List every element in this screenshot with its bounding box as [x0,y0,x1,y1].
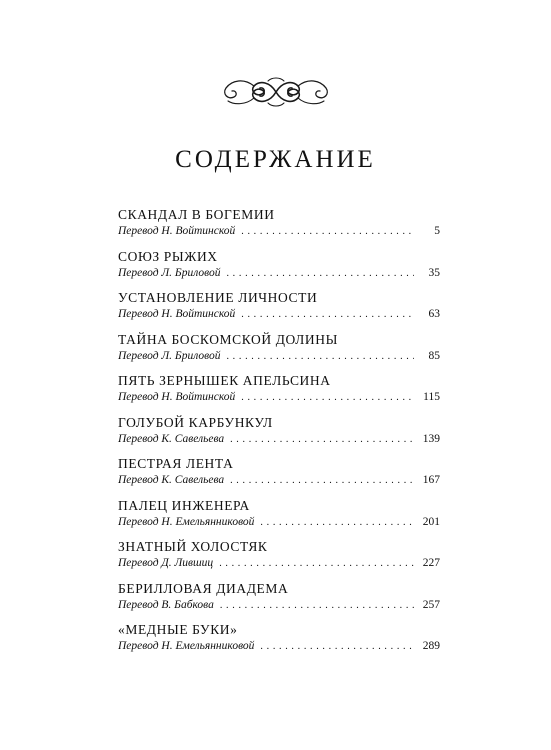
page-number: 257 [422,598,440,611]
translator-credit: Перевод Н. Войтинской [118,225,236,237]
translator-credit: Перевод Л. Бриловой [118,349,221,362]
dot-leader [230,473,414,488]
toc-entry[interactable] [118,248,440,290]
page-number: 35 [428,266,440,279]
entry-detail-line [118,432,440,447]
story-title: ПЯТЬ ЗЕРНЫШЕК АПЕЛЬСИНА [118,373,331,388]
translator-credit: Перевод Н. Войтинской [118,391,236,403]
page-number: 85 [428,349,440,362]
page-number: 201 [422,515,440,528]
dot-leader [230,432,414,447]
entry-detail-line [118,390,440,405]
entry-detail-line [118,515,440,530]
story-title: БЕРИЛЛОВАЯ ДИАДЕМА [118,580,289,596]
toc-entry[interactable] [118,621,440,663]
dot-leader [226,266,414,281]
page-number: 139 [422,432,440,445]
dot-leader [241,307,414,322]
story-title: ТАЙНА БОСКОМСКОЙ ДОЛИНЫ [118,331,339,347]
contents-heading: СОДЕРЖАНИЕ [175,146,376,173]
toc-entry[interactable] [118,289,440,331]
story-title: УСТАНОВЛЕНИЕ ЛИЧНОСТИ [118,290,318,305]
page-number: 289 [422,640,440,652]
dot-leader [241,390,414,405]
entry-detail-line [118,639,440,654]
dot-leader [220,598,414,613]
entry-detail-line [118,266,440,281]
table-of-contents [118,206,440,663]
dot-leader [226,349,414,364]
translator-credit: Перевод К. Савельева [118,432,225,445]
entry-detail-line [118,473,440,488]
story-title: ПАЛЕЦ ИНЖЕНЕРА [118,497,250,513]
dot-leader [241,224,414,239]
story-title: ПЕСТРАЯ ЛЕНТА [118,456,234,471]
toc-entry[interactable] [118,206,440,248]
story-title: «МЕДНЫЕ БУКИ» [118,622,238,637]
story-title: ЗНАТНЫЙ ХОЛОСТЯК [118,539,268,554]
page-number: 167 [422,474,440,486]
toc-entry[interactable] [118,580,440,622]
toc-entry[interactable] [118,331,440,373]
entry-detail-line [118,349,440,364]
toc-entry[interactable] [118,455,440,497]
flourish-ornament-icon [220,72,332,112]
page-number: 227 [422,557,440,569]
translator-credit: Перевод В. Бабкова [118,598,214,611]
dot-leader [260,639,414,654]
story-title: СОЮЗ РЫЖИХ [118,248,218,264]
translator-credit: Перевод Д. Лившиц [118,557,214,569]
toc-entry[interactable] [118,538,440,580]
translator-credit: Перевод К. Савельева [118,474,225,486]
translator-credit: Перевод Л. Бриловой [118,266,221,279]
toc-entry[interactable] [118,372,440,414]
translator-credit: Перевод Н. Емельянниковой [118,515,255,528]
story-title: ГОЛУБОЙ КАРБУНКУЛ [118,414,273,430]
entry-detail-line [118,556,440,571]
translator-credit: Перевод Н. Емельянниковой [118,640,255,652]
page-number: 5 [434,225,440,237]
page-number: 115 [423,391,440,403]
dot-leader [260,515,414,530]
entry-detail-line [118,598,440,613]
entry-detail-line [118,307,440,322]
story-title: СКАНДАЛ В БОГЕМИИ [118,207,275,222]
entry-detail-line [118,224,440,239]
toc-entry[interactable] [118,414,440,456]
toc-entry[interactable] [118,497,440,539]
page-number: 63 [428,308,440,320]
translator-credit: Перевод Н. Войтинской [118,308,236,320]
dot-leader [219,556,414,571]
